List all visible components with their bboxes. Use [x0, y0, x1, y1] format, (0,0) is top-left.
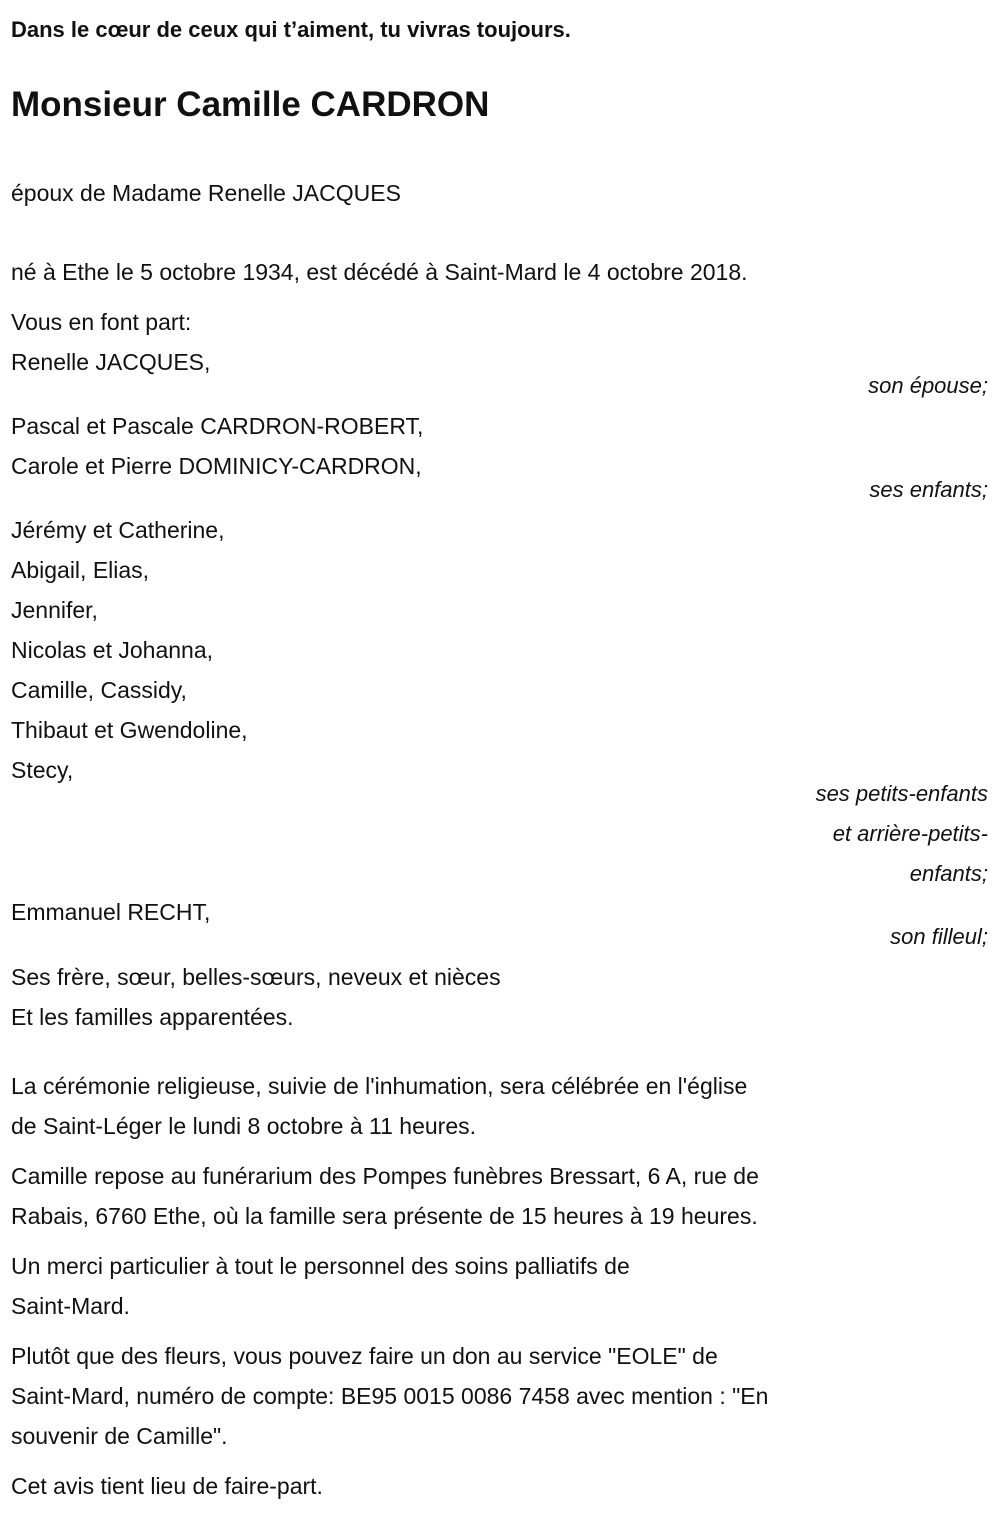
relation-line: son épouse;	[868, 373, 988, 398]
relation-line: ses petits-enfants	[815, 781, 988, 806]
relation-label	[748, 774, 988, 894]
relation-label	[748, 366, 988, 406]
spouse-line: époux de Madame Renelle JACQUES	[11, 180, 401, 206]
intro-line: Vous en font part:	[11, 309, 192, 335]
paragraphs	[11, 1066, 990, 1506]
family-member-line: Pascal et Pascale CARDRON-ROBERT,	[11, 413, 424, 439]
family-member-line: Thibaut et Gwendoline,	[11, 717, 248, 743]
family-member-line: Jennifer,	[11, 597, 98, 623]
extended-family-line: Ses frère, sœur, belles-sœurs, neveux et nièces	[11, 964, 501, 990]
paragraph-line: Rabais, 6760 Ethe, où la famille sera présente de 15 heures à 19 heures.	[11, 1203, 758, 1229]
paragraph-line: Cet avis tient lieu de faire-part.	[11, 1473, 323, 1499]
relation-label	[748, 470, 988, 510]
paragraph-line: de Saint-Léger le lundi 8 octobre à 11 heures.	[11, 1113, 476, 1139]
family-member-line: Renelle JACQUES,	[11, 349, 211, 375]
paragraph-line: Saint-Mard.	[11, 1293, 130, 1319]
family-member-line: Jérémy et Catherine,	[11, 517, 225, 543]
paragraph-line: Un merci particulier à tout le personnel des soins palliatifs de	[11, 1253, 630, 1279]
dates-line: né à Ethe le 5 octobre 1934, est décédé à Saint-Mard le 4 octobre 2018.	[11, 259, 748, 285]
relation-label	[748, 917, 988, 957]
paragraph	[11, 1156, 990, 1236]
paragraph-line: souvenir de Camille".	[11, 1423, 228, 1449]
paragraph	[11, 1246, 990, 1326]
paragraph-line: Plutôt que des fleurs, vous pouvez faire un don au service "EOLE" de	[11, 1343, 718, 1369]
relation-line: et arrière-petits-	[832, 821, 988, 846]
paragraph-line: Camille repose au funérarium des Pompes funèbres Bressart, 6 A, rue de	[11, 1163, 759, 1189]
motto: Dans le cœur de ceux qui t’aiment, tu vivras toujours.	[11, 17, 571, 42]
family-list	[11, 342, 990, 957]
paragraph-line: La cérémonie religieuse, suivie de l'inhumation, sera célébrée en l'église	[11, 1073, 748, 1099]
paragraph	[11, 1336, 990, 1456]
relation-line: son filleul;	[890, 924, 988, 949]
deceased-name-title: Monsieur Camille CARDRON	[11, 85, 490, 124]
relation-line: ses enfants;	[869, 477, 988, 502]
family-member-line: Stecy,	[11, 757, 74, 783]
paragraph	[11, 1066, 990, 1146]
family-member-line: Emmanuel RECHT,	[11, 899, 211, 925]
paragraph	[11, 1466, 990, 1506]
paragraph-line: Saint-Mard, numéro de compte: BE95 0015 0086 7458 avec mention : "En	[11, 1383, 769, 1409]
extended-family-line: Et les familles apparentées.	[11, 1004, 294, 1030]
family-member-line: Abigail, Elias,	[11, 557, 150, 583]
family-member-line: Camille, Cassidy,	[11, 677, 187, 703]
family-member-line: Carole et Pierre DOMINICY-CARDRON,	[11, 453, 422, 479]
extended-family	[11, 957, 990, 1037]
family-names	[11, 510, 990, 790]
relation-line: enfants;	[909, 861, 988, 886]
family-member-line: Nicolas et Johanna,	[11, 637, 214, 663]
